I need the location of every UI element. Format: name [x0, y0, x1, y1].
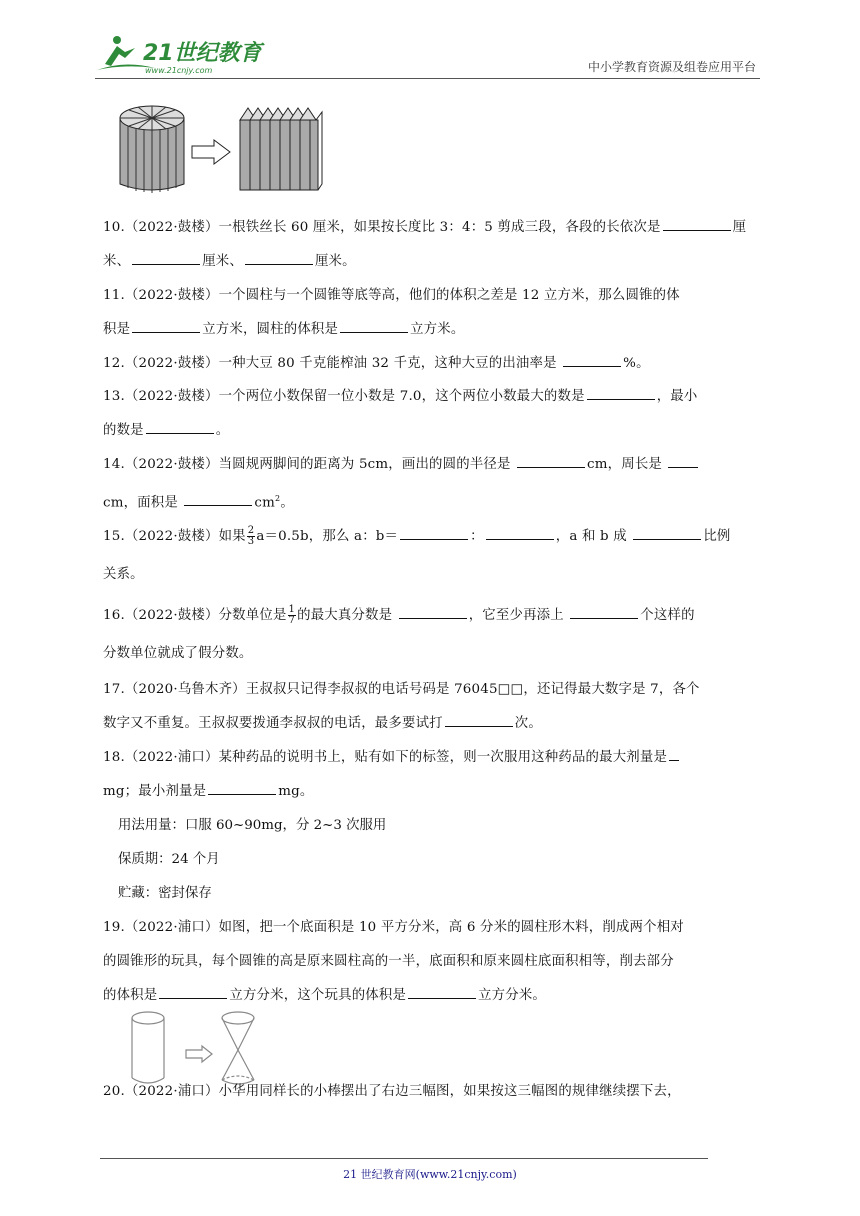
answer-blank[interactable]	[486, 527, 554, 540]
logo-text: 21世纪教育	[143, 41, 262, 66]
answer-blank[interactable]	[669, 748, 679, 761]
answer-blank[interactable]	[146, 421, 214, 434]
drug-label-storage: 贮藏：密封保存	[118, 886, 212, 901]
answer-blank[interactable]	[663, 218, 731, 231]
answer-blank[interactable]	[668, 455, 698, 468]
header-platform-name: 中小学教育资源及组卷应用平台	[587, 60, 756, 74]
question-12: 12.（2022·鼓楼）一种大豆 80 千克能榨油 32 千克，这种大豆的出油率是 %。	[103, 356, 650, 371]
question-14: 14.（2022·鼓楼）当圆规两脚间的距离为 5cm，画出的圆的半径是 cm，周长是 cm，面积是 $cm^2$。	[103, 448, 763, 520]
footer-text: 21 世纪教育网(www.21cnjy.com)	[343, 1168, 517, 1181]
answer-blank[interactable]	[587, 387, 655, 400]
page-header	[95, 30, 760, 79]
logo-url: www.21cnjy.com	[145, 66, 213, 75]
answer-blank[interactable]	[159, 986, 227, 999]
cylinder-slices-figure	[118, 104, 328, 196]
answer-blank[interactable]	[445, 714, 513, 727]
answer-blank[interactable]	[184, 493, 252, 506]
fraction: $\frac{2}{3}$	[247, 525, 255, 547]
answer-blank[interactable]	[340, 320, 408, 333]
footer-divider	[100, 1158, 708, 1159]
answer-blank[interactable]	[245, 252, 313, 265]
drug-label-shelf-life: 保质期：24 个月	[118, 852, 220, 867]
answer-blank[interactable]	[132, 252, 200, 265]
answer-blank[interactable]	[563, 354, 621, 367]
answer-blank[interactable]	[132, 320, 200, 333]
question-11: 11.（2022·鼓楼）一个圆柱与一个圆锥等底等高，他们的体积之差是 12 立方米，那么圆锥的体 积是 立方米，圆柱的体积是 立方米。	[103, 288, 680, 337]
question-16: 16.（2022·鼓楼）分数单位是 $\frac{1}{7}$ 的最大真分数是 ，它至少再添上 个这样的 分数单位就成了假分数。	[103, 604, 695, 661]
answer-blank[interactable]	[570, 606, 638, 619]
question-10: 10.（2022·鼓楼）一根铁丝长 60 厘米，如果按长度比 3：4：5 剪成三段，各段的长依次是 厘 米、 厘米、 厘米。	[103, 220, 747, 269]
answer-blank[interactable]	[400, 527, 468, 540]
answer-blank[interactable]	[399, 606, 467, 619]
question-19: 19.（2022·浦口）如图，把一个底面积是 10 平方分米，高 6 分米的圆柱形木料，削成两个相对 的圆锥形的玩具，每个圆锥的高是原来圆柱高的一半，底面积和原来圆柱底面积相等，削去部分 的体积是 立方分米，这个玩具的体积是 立方分米。	[103, 920, 684, 1003]
question-17: 17.（2020·乌鲁木齐）王叔叔只记得李叔叔的电话号码是 76045□□，还记得最大数字是 7，各个 数字又不重复。王叔叔要拨通李叔叔的电话，最多要试打 次。	[103, 682, 700, 731]
question-20: 20.（2022·浦口）小华用同样长的小棒摆出了右边三幅图，如果按这三幅图的规律继续摆下去，	[103, 1084, 681, 1099]
answer-blank[interactable]	[208, 782, 276, 795]
question-13: 13.（2022·鼓楼）一个两位小数保留一位小数是 7.0，这个两位小数最大的数是 ，最小 的数是 。	[103, 389, 698, 438]
answer-blank[interactable]	[517, 455, 585, 468]
answer-blank[interactable]	[633, 527, 701, 540]
fraction: $\frac{1}{7}$	[288, 604, 296, 626]
drug-label-dosage: 用法用量：口服 60~90mg，分 2~3 次服用	[118, 818, 387, 833]
logo	[95, 30, 265, 76]
question-18: 18.（2022·浦口）某种药品的说明书上，贴有如下的标签，则一次服用这种药品的最大剂量是 mg；最小剂量是 mg。	[103, 741, 763, 809]
question-15: 15.（2022·鼓楼）如果 $\frac{2}{3}$ a＝0.5b，那么 a：b＝ ： ，a 和 b 成 比例 关系。	[103, 525, 731, 582]
answer-blank[interactable]	[408, 986, 476, 999]
